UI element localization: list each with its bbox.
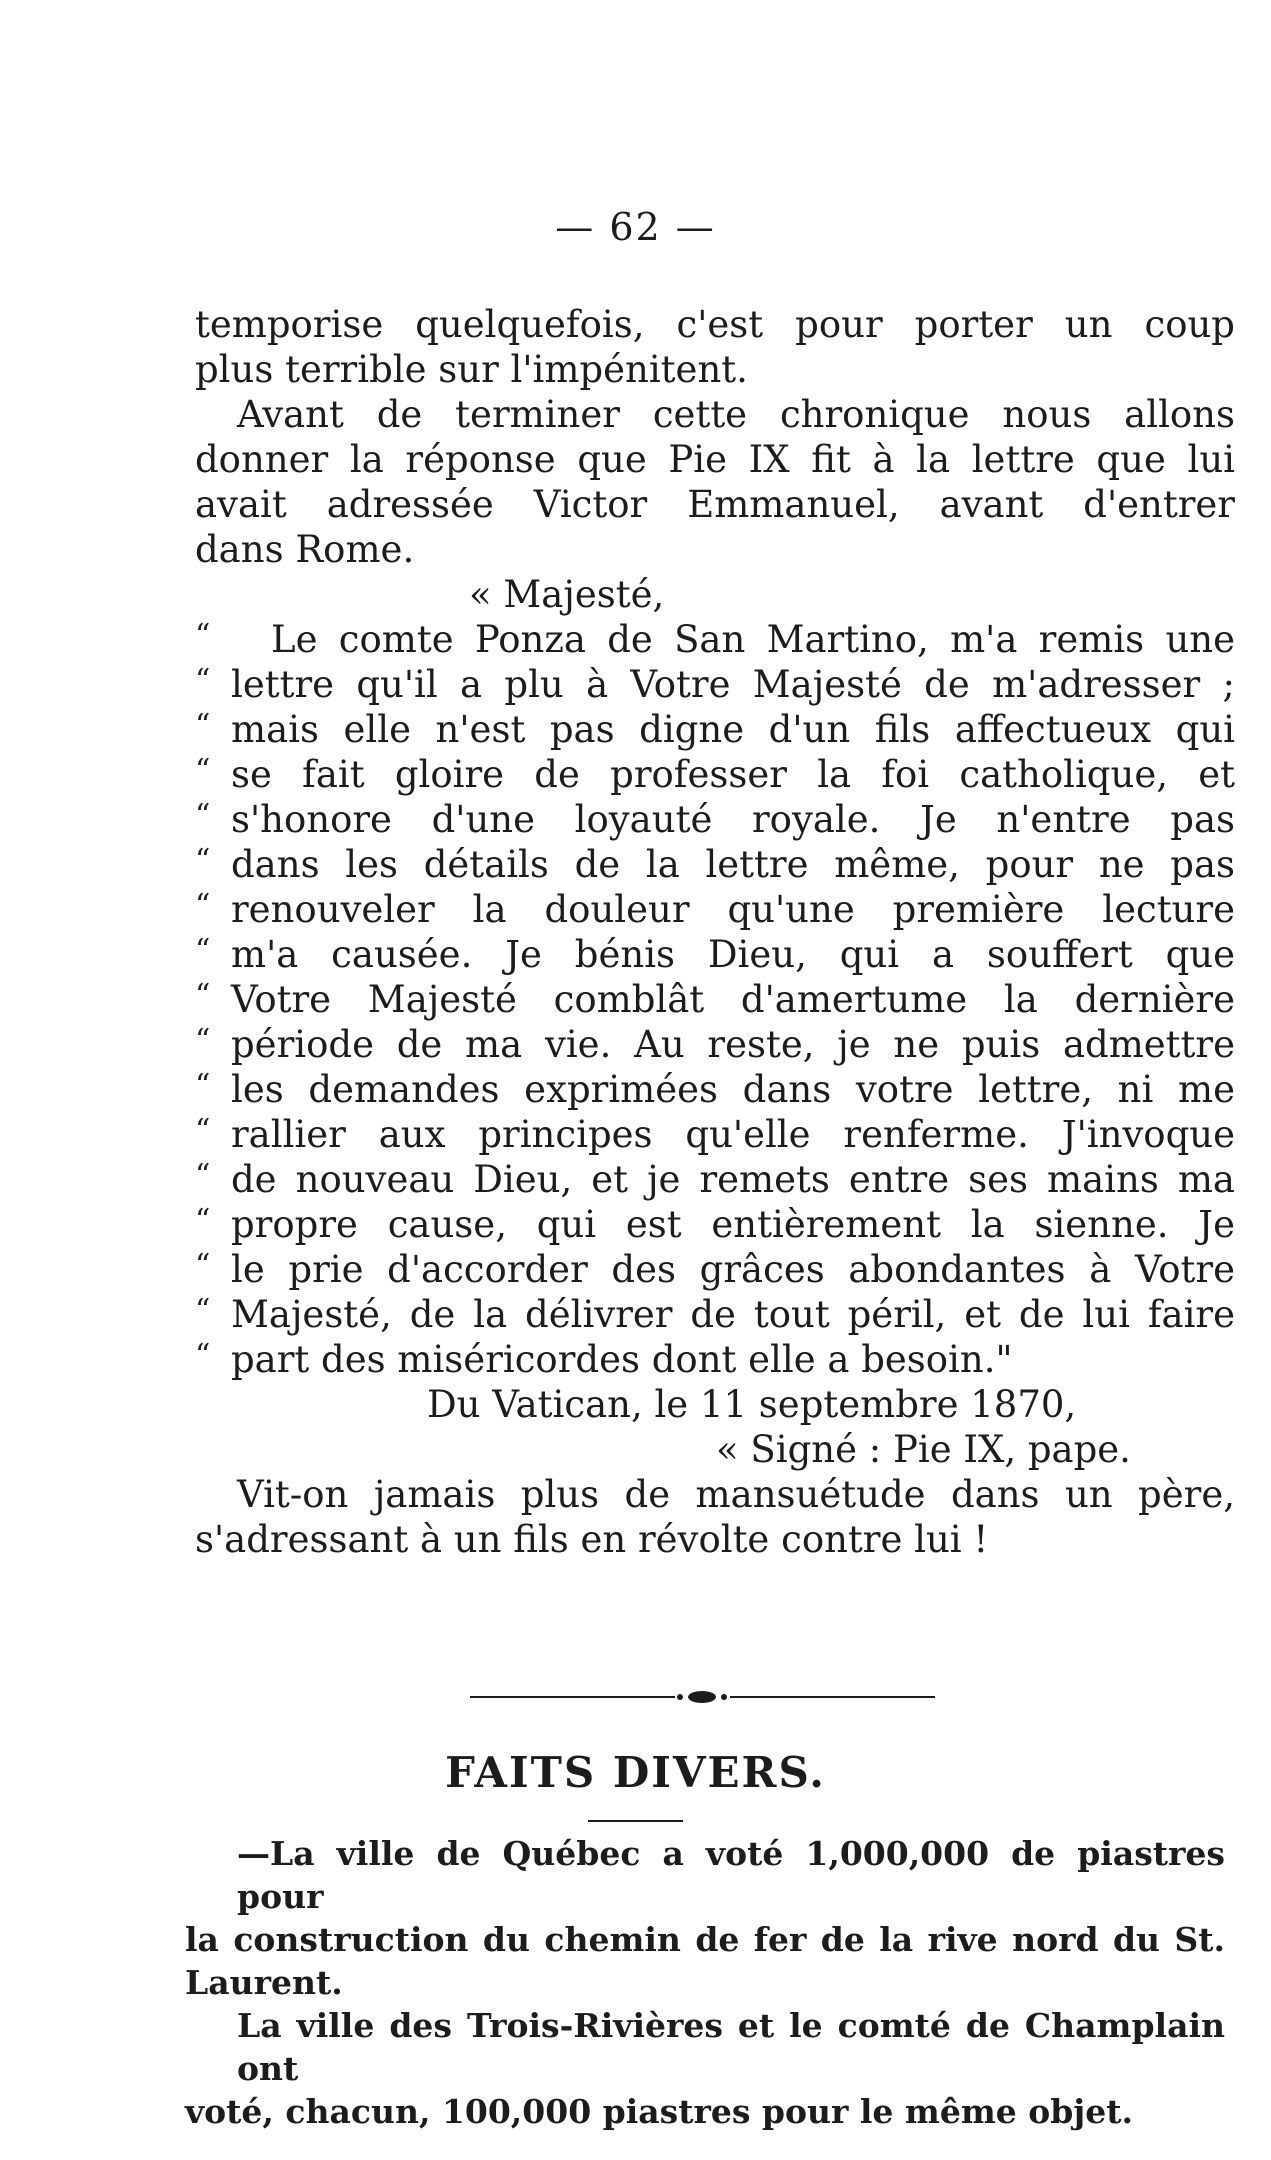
paragraph-line: plus terrible sur l'impénitent. (195, 348, 748, 391)
chronicle-text (195, 302, 1235, 1562)
letter-line: “ part des miséricordes dont elle a besoin." (195, 1337, 1235, 1382)
quote-mark: “ (195, 1293, 211, 1328)
letter-line: “ les demandes exprimées dans votre lettre, ni me (195, 1067, 1235, 1112)
news-line: la construction du chemin de fer de la rive nord du St. (185, 1920, 1225, 1959)
letter-signature: « Signé : Pie IX, pape. (716, 1428, 1131, 1471)
paragraph-line: avait adressée Victor Emmanuel, avant d'entrer (195, 483, 1235, 526)
letter-dateline: Du Vatican, le 11 septembre 1870, (427, 1383, 1077, 1426)
letter-line: “ propre cause, qui est entièrement la sienne. Je (195, 1202, 1235, 1247)
ornamental-divider (470, 1686, 935, 1708)
news-line: La ville des Trois-Rivières et le comté de Champlain ont (237, 2006, 1225, 2088)
letter-line: “ Majesté, de la délivrer de tout péril, et de lui faire (195, 1292, 1235, 1337)
letter-line: “ se fait gloire de professer la foi catholique, et (195, 752, 1235, 797)
paragraph-line: Avant de terminer cette chronique nous allons (237, 393, 1235, 436)
letter-line: “ m'a causée. Je bénis Dieu, qui a souffert que (195, 932, 1235, 977)
heading-rule (588, 1820, 683, 1822)
quote-mark: “ (195, 1158, 211, 1193)
closing-line: s'adressant à un fils en révolte contre lui ! (195, 1518, 989, 1561)
closing-line: Vit-on jamais plus de mansuétude dans un père, (237, 1473, 1235, 1516)
quote-mark: “ (195, 1248, 211, 1283)
news-line: voté, chacun, 100,000 piastres pour le même objet. (185, 2092, 1133, 2131)
news-line: Laurent. (185, 1963, 343, 2002)
letter-line: “ Votre Majesté comblât d'amertume la dernière (195, 977, 1235, 1022)
letter-line: “ le prie d'accorder des grâces abondantes à Votre (195, 1247, 1235, 1292)
quote-mark: “ (195, 1338, 211, 1373)
letter-line: “ de nouveau Dieu, et je remets entre ses mains ma (195, 1157, 1235, 1202)
quote-mark: “ (195, 1113, 211, 1148)
letter-line: “ renouveler la douleur qu'une première lecture (195, 887, 1235, 932)
quote-mark: “ (195, 1203, 211, 1238)
quote-mark: “ (195, 933, 211, 968)
papal-letter (195, 617, 1235, 1382)
letter-line: “ Le comte Ponza de San Martino, m'a remis une (195, 617, 1235, 662)
quote-mark: “ (195, 618, 211, 653)
letter-line: “ dans les détails de la lettre même, pour ne pas (195, 842, 1235, 887)
quote-mark: “ (195, 843, 211, 878)
letter-line: “ s'honore d'une loyauté royale. Je n'entre pas (195, 797, 1235, 842)
paragraph-line: temporise quelquefois, c'est pour porter un coup (195, 303, 1235, 346)
letter-line: “ lettre qu'il a plu à Votre Majesté de m'adresser ; (195, 662, 1235, 707)
quote-mark: “ (195, 888, 211, 923)
quote-mark: “ (195, 1023, 211, 1058)
letter-line: “ période de ma vie. Au reste, je ne puis admettre (195, 1022, 1235, 1067)
quote-mark: “ (195, 663, 211, 698)
quote-mark: “ (195, 753, 211, 788)
quote-mark: “ (195, 1068, 211, 1103)
faits-divers-text (185, 1832, 1225, 2133)
page-number: — 62 — (555, 205, 716, 249)
news-line: —La ville de Québec a voté 1,000,000 de piastres pour (237, 1834, 1225, 1916)
letter-line: “ rallier aux principes qu'elle renferme. J'invoque (195, 1112, 1235, 1157)
paragraph-line: dans Rome. (195, 528, 415, 571)
letter-line: “ mais elle n'est pas digne d'un fils affectueux qui (195, 707, 1235, 752)
quote-mark: “ (195, 708, 211, 743)
quote-mark: “ (195, 978, 211, 1013)
paragraph-line: donner la réponse que Pie IX fit à la lettre que lui (195, 438, 1235, 481)
letter-salutation: « Majesté, (469, 573, 665, 616)
faits-divers-heading: FAITS DIVERS. (445, 1748, 826, 1797)
quote-mark: “ (195, 798, 211, 833)
